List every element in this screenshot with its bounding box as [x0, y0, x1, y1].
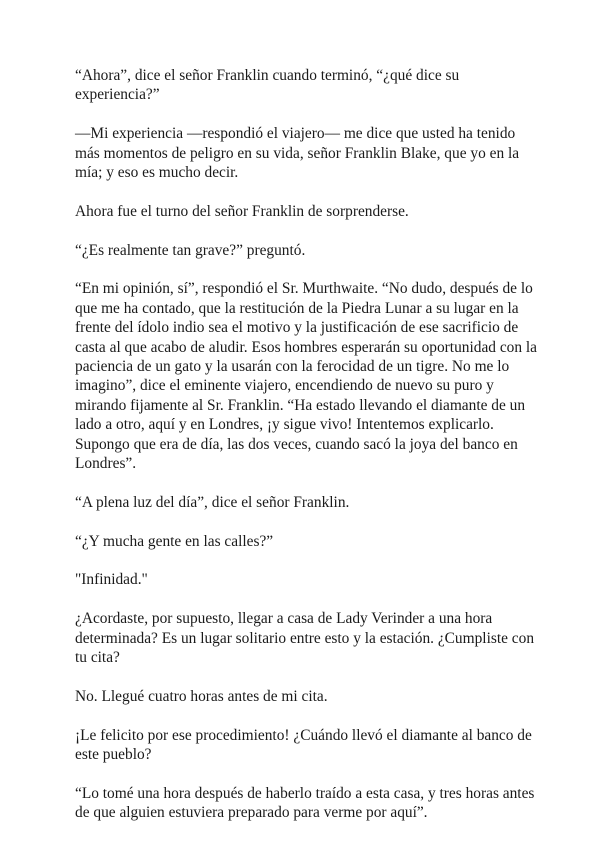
paragraph: "Infinidad.": [75, 571, 148, 589]
paragraph: ¡Le felicito por ese procedimiento! ¿Cuándo llevó el diamante al banco de este pueblo?: [75, 726, 532, 764]
paragraph: No. Llegué cuatro horas antes de mi cita.: [75, 687, 328, 705]
paragraph: “Ahora”, dice el señor Franklin cuando terminó, “¿qué dice su experiencia?”: [75, 67, 460, 104]
paragraph: ¿Acordaste, por supuesto, llegar a casa de Lady Verinder a una hora determinada? Es un lugar solitario entre esto y la estación. ¿Cumpliste con tu cita?: [75, 610, 535, 667]
paragraph: “En mi opinión, sí”, respondió el Sr. Murthwaite. “No dudo, después de lo que me ha contado, que la restitución de la Piedra Lunar a su lugar en la frente del ídolo indio sea el motivo y la justificación de ese sacrificio de casta al que acabo de aludir. Esos hombres esperarán su oportunidad con la paciencia de un gato y la usarán con la ferocidad de un tigre. No me lo imagino”, dice el eminente viajero, encendiendo de nuevo su puro y mirando fijamente al Sr. Franklin. “Ha estado llevando el diamante de un lado a otro, aquí y en Londres, ¡y sigue vivo! Intentemos explicarlo. Supongo que era de día, las dos veces, cuando sacó la joya del banco en Londres”.: [75, 280, 537, 473]
body-text: [75, 66, 537, 842]
paragraph: “¿Es realmente tan grave?” preguntó.: [75, 241, 306, 259]
paragraph: Ahora fue el turno del señor Franklin de sorprenderse.: [75, 202, 409, 220]
paragraph: “¿Y mucha gente en las calles?”: [75, 532, 274, 550]
paragraph: —Mi experiencia —respondió el viajero— me dice que usted ha tenido más momentos de peligro en su vida, señor Franklin Blake, que yo en la mía; y eso es mucho decir.: [75, 125, 520, 182]
paragraph: “Lo tomé una hora después de haberlo traído a esta casa, y tres horas antes de que alguien estuviera preparado para verme por aquí”.: [75, 784, 535, 822]
paragraph: “A plena luz del día”, dice el señor Franklin.: [75, 493, 350, 511]
